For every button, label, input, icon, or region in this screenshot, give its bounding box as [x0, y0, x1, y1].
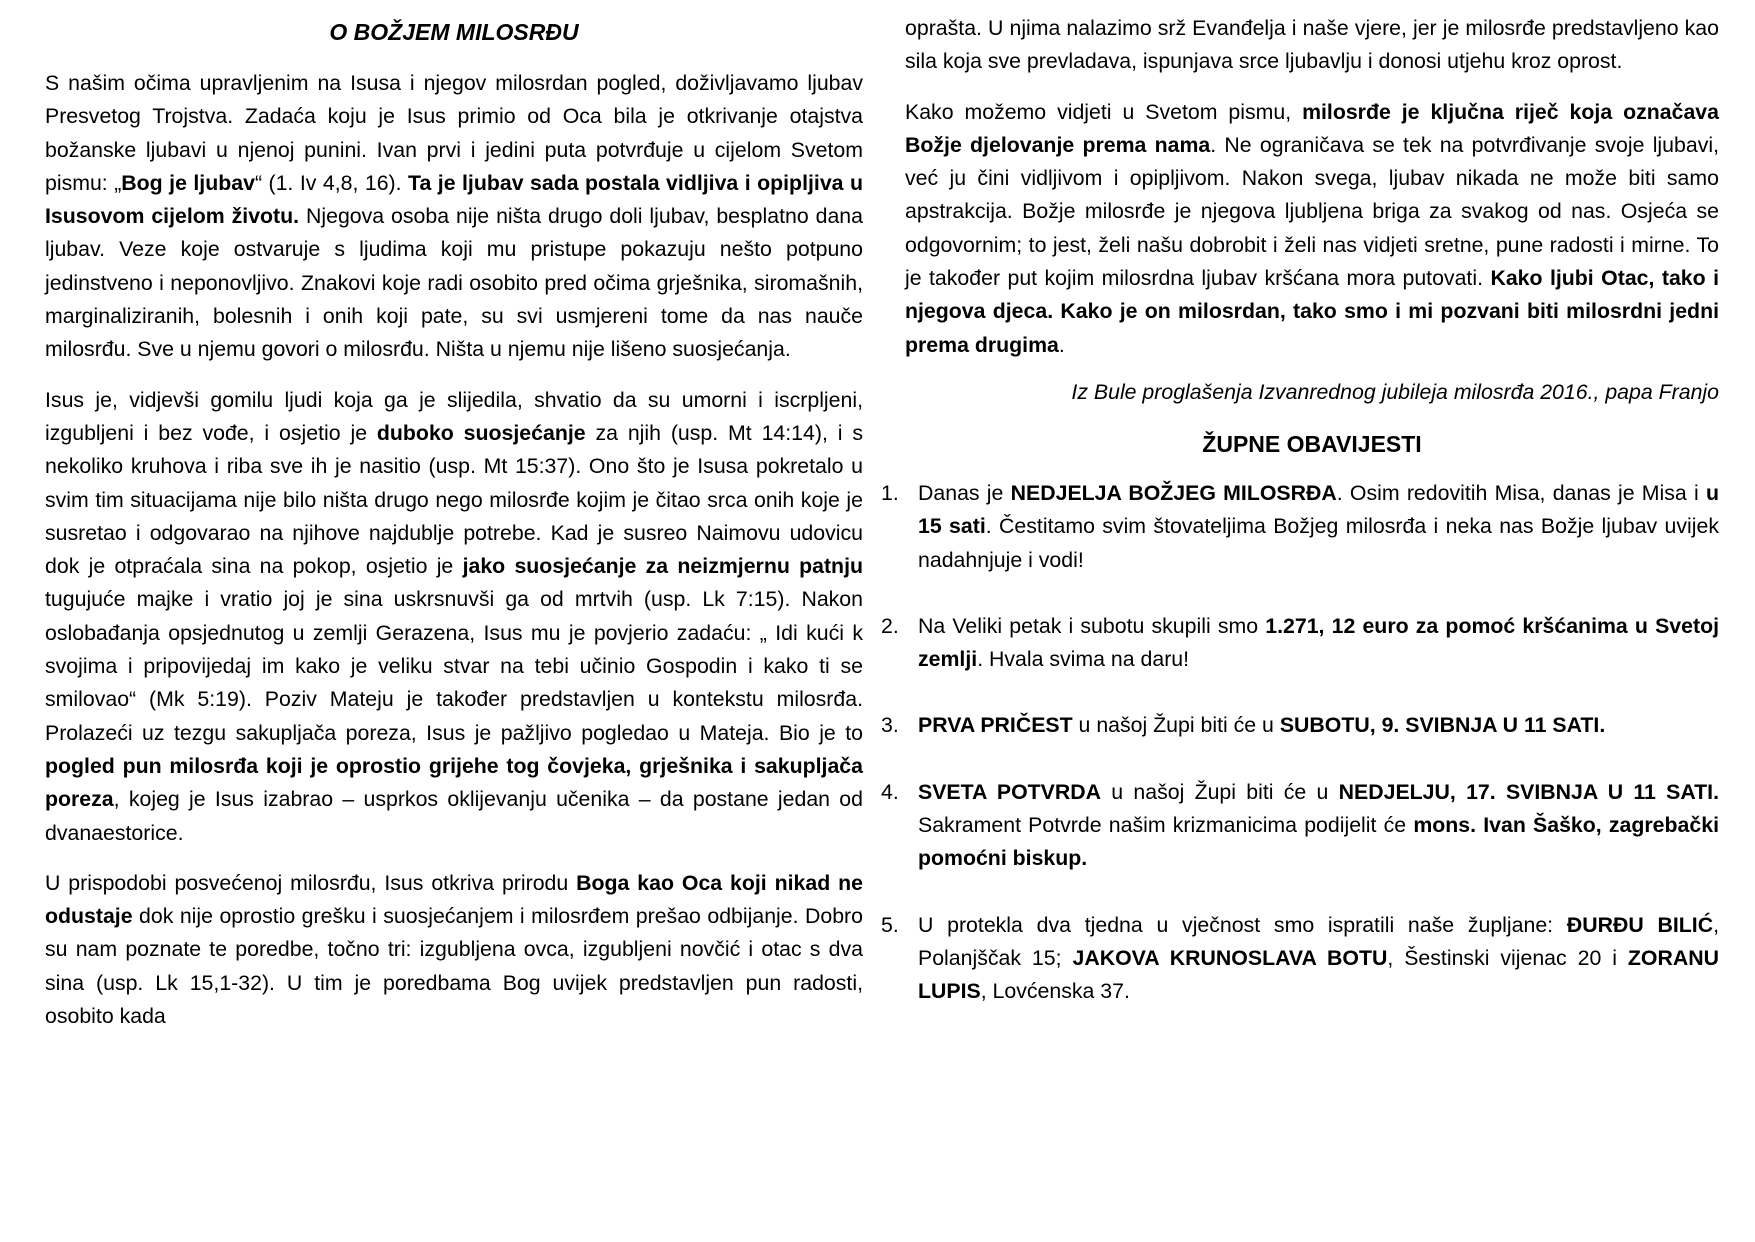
- notice-number: 1.: [881, 480, 899, 505]
- bold-text: duboko suosjećanje: [376, 420, 586, 445]
- notice-number: 2.: [881, 613, 899, 638]
- text-run: U protekla dva tjedna u vječnost smo ispratili naše župljane:: [918, 912, 1567, 937]
- bold-text: ZORANU LUPIS: [918, 945, 1719, 1004]
- notice-number: 5.: [881, 912, 899, 937]
- bold-text: SUBOTU, 9. SVIBNJA U 11 SATI.: [1279, 713, 1606, 738]
- notice-number: 4.: [881, 779, 899, 804]
- text-run: dok nije oprostio grešku i suosjećanjem i milosrđem prešao odbijanje. Dobro su nam poznate te poredbe, točno tri: izgubljena ovca, izgubljeni novčić i otac s dva sina (usp. Lk 15,1-32). U tim je poredbama Bog uvijek predstavljen pun radosti, osobito kada: [45, 904, 863, 1029]
- article-paragraph: [45, 67, 863, 367]
- notice-item: [881, 477, 1720, 577]
- bold-text: NEDJELJA BOŽJEG MILOSRĐA: [1010, 480, 1337, 505]
- text-run: , Polanjščak 15;: [918, 912, 1719, 970]
- text-run: . Osim redovitih Misa, danas je Misa i: [1336, 480, 1706, 505]
- text-run: za njih (usp. Mt 14:14), i s nekoliko kruhova i riba sve ih je nasitio (usp. Mt 15:37). Ono što je Isusa pokretalo u svim tim situacijama nije bilo ništa drugo nego milosrđe kojim je čitao srca onih koje je susretao i odgovarao na njihove najdublje potrebe. Kad je susreo Naimovu udovicu dok je otpraćala sina na pokop, osjetio je: [45, 420, 863, 579]
- bold-text: Boga kao Oca koji nikad ne odustaje: [45, 870, 863, 929]
- notice-item: [881, 610, 1720, 677]
- bold-text: Ta je ljubav sada postala vidljiva i opipljiva u Isusovom cijelom životu.: [45, 170, 863, 229]
- text-run: Kako možemo vidjeti u Svetom pismu,: [905, 99, 1303, 124]
- text-run: , kojeg je Isus izabrao – usprkos oklijevanju učenika – da postane jedan od dvanaestorice.: [45, 787, 863, 845]
- text-run: “ (1. Iv 4,8, 16).: [254, 170, 409, 195]
- notice-text: [918, 481, 1719, 572]
- bold-text: SVETA POTVRDA: [918, 779, 1102, 804]
- text-run: . Hvala svima na daru!: [977, 647, 1190, 672]
- text-run: u našoj Župi biti će u: [1072, 713, 1280, 738]
- text-run: .: [1058, 332, 1065, 357]
- article-paragraph: [45, 867, 863, 1033]
- bold-text: mons. Ivan Šaško, zagrebački pomoćni biskup.: [918, 813, 1719, 871]
- notices-list: [881, 477, 1720, 1009]
- bold-text: jako suosjećanje za neizmjernu patnju: [462, 554, 863, 579]
- text-run: tugujuće majke i vratio joj je sina uskrsnuvši ga od mrtvih (usp. Lk 7:15). Nakon oslobađanja opsjednutog u zemlji Gerazena, Isus mu je povjerio zadaću: „ Idi kući k svojima i pripovijedaj im kako je veliku stvar na tebi učinio Gospodin i kako ti se smilovao“ (Mk 5:19). Poziv Mateju je također predstavljen u kontekstu milosrđa. Prolazeći uz tezgu sakupljača poreza, Isus je pažljivo pogledao u Mateja. Bio je to: [45, 587, 863, 745]
- notice-number: 3.: [881, 713, 899, 738]
- bold-text: milosrđe je ključna riječ koja označava Božje djelovanje prema nama: [905, 99, 1719, 157]
- notice-text: [918, 913, 1719, 1004]
- text-run: u našoj Župi biti će u: [1101, 779, 1339, 804]
- text-run: . Ne ograničava se tek na potvrđivanje svoje ljubavi, već ju čini vidljivom i opipljivom. Nakon svega, ljubav nikada ne može biti samo apstrakcija. Božje milosrđe je njegova ljubljena briga za svakog od nas. Osjeća se odgovornim; to jest, želi našu dobrobit i želi nas vidjeti sretne, pune radosti i mirne. To je također put kojim milosrdna ljubav kršćana mora putovati.: [905, 132, 1719, 291]
- bold-text: NEDJELJU, 17. SVIBNJA U 11 SATI.: [1338, 779, 1719, 804]
- text-run: U prispodobi posvećenoj milosrđu, Isus otkriva prirodu: [45, 870, 577, 895]
- notice-text: [918, 713, 1605, 737]
- bold-text: ĐURĐU BILIĆ: [1566, 912, 1714, 937]
- text-run: , Šestinski vijenac 20 i: [1387, 945, 1628, 970]
- notice-item: [881, 909, 1719, 1009]
- text-run: , Lovćenska 37.: [980, 979, 1130, 1004]
- notice-item: [881, 776, 1719, 876]
- left-column: [45, 0, 863, 1033]
- bold-text: pogled pun milosrđa koji je oprostio grijehe tog čovjeka, grješnika i sakupljača poreza: [45, 753, 863, 812]
- bold-text: u 15 sati: [918, 480, 1719, 539]
- notice-item: [881, 709, 1719, 742]
- right-column: [881, 0, 1720, 1009]
- text-run: oprašta. U njima nalazimo srž Evanđelja i naše vjere, jer je milosrđe predstavljeno kao sila koja sve prevladava, ispunjava srce ljubavlju i donosi utjehu kroz oprost.: [905, 16, 1719, 74]
- article-paragraph: [45, 384, 863, 850]
- notices-title: ŽUPNE OBAVIJESTI: [1202, 430, 1422, 457]
- bold-text: Kako ljubi Otac, tako i njegova djeca. Kako je on milosrdan, tako smo i mi pozvani biti milosrdni jedni prema drugima: [905, 266, 1720, 357]
- article-paragraph: [905, 96, 1719, 362]
- bold-text: PRVA PRIČEST: [918, 713, 1073, 738]
- bold-text: 1.271, 12 euro za pomoć kršćanima u Svetoj zemlji: [918, 613, 1720, 672]
- source-citation: Iz Bule proglašenja Izvanrednog jubileja milosrđa 2016., papa Franjo: [1071, 379, 1719, 404]
- text-run: . Čestitamo svim štovateljima Božjeg milosrđa i neka nas Božje ljubav uvijek nadahnjuje i vodi!: [918, 514, 1720, 572]
- text-run: Sakrament Potvrde našim krizmanicima podijelit će: [918, 813, 1414, 838]
- article-title: O BOŽJEM MILOSRĐU: [329, 19, 579, 45]
- text-run: S našim očima upravljenim na Isusa i njegov milosrdan pogled, doživljavamo ljubav Presvetog Trojstva. Zadaća koju je Isus primio od Oca bila je otkrivanje otajstva božanske ljubavi u njenoj punini. Ivan prvi i jedini puta potvrđuje u cijelom Svetom pismu: „: [45, 71, 863, 195]
- notice-text: [918, 780, 1719, 871]
- text-run: Danas je: [918, 480, 1011, 505]
- notice-text: [918, 614, 1719, 671]
- text-run: Njegova osoba nije ništa drugo doli ljubav, besplatno dana ljubav. Veze koje ostvaruje s ljudima koji mu pristupe pokazuju nešto potpuno jedinstveno i neponovljivo. Znakovi koje radi osobito pred očima grješnika, siromašnih, marginaliziranih, bolesnih i onih koji pate, su svi usmjereni tome da nas nauče milosrđu. Sve u njemu govori o milosrđu. Ništa u njemu nije lišeno suosjećanja.: [45, 204, 863, 362]
- article-paragraph-continued: [905, 12, 1719, 79]
- bold-text: Bog je ljubav: [121, 170, 255, 195]
- bold-text: JAKOVA KRUNOSLAVA BOTU: [1072, 945, 1388, 970]
- text-run: Isus je, vidjevši gomilu ljudi koja ga je slijedila, shvatio da su umorni i iscrpljeni, izgubljeni i bez vođe, i osjetio je: [45, 387, 863, 445]
- text-run: Na Veliki petak i subotu skupili smo: [918, 613, 1266, 638]
